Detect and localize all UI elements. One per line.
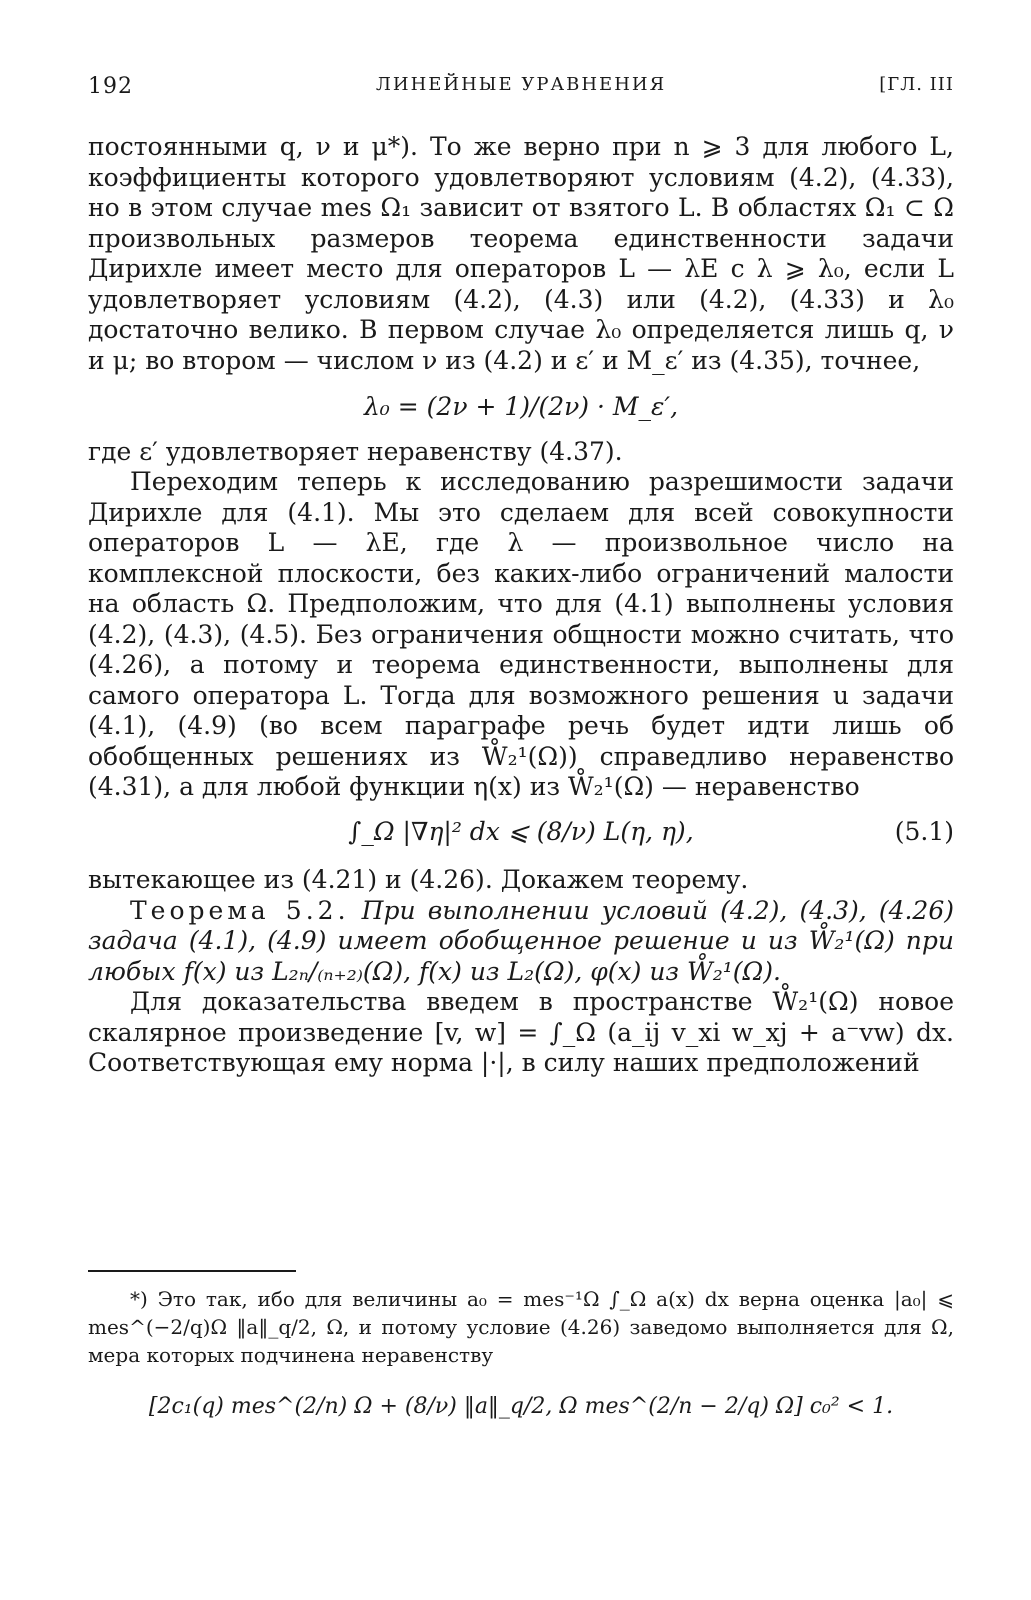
paragraph-follows: вытекающее из (4.21) и (4.26). Докажем теорему.: [88, 865, 749, 894]
footnote-formula: [2c₁(q) mes^(2/n) Ω + (8/ν) ‖a‖_q/2, Ω mes^(2/n − 2/q) Ω] c₀² < 1.: [148, 1394, 894, 1419]
theorem-5-2: [88, 896, 954, 988]
footnote-text: *) Это так, ибо для величины a₀ = mes⁻¹Ω ∫_Ω a(x) dx верна оценка |a₀| ⩽ mes^(−2/q)Ω ‖a‖_q/2, Ω, и потому условие (4.26) заведомо выполняется для Ω, мера которых подчинена неравенству: [88, 1287, 954, 1367]
footnote-divider: [88, 1270, 296, 1272]
chapter-reference: [ГЛ. III: [879, 74, 954, 95]
running-title: ЛИНЕЙНЫЕ УРАВНЕНИЯ: [375, 74, 667, 95]
equation-5-1-row: [88, 817, 954, 848]
page-number: 192: [88, 74, 133, 99]
main-text: [88, 132, 954, 1079]
paragraph-solvability: Переходим теперь к исследованию разрешимости задачи Дирихле для (4.1). Мы это сделаем для всей совокупности операторов L — λE, где λ — произвольное число на комплексной плоскости, без каких-либо ограничений малости на область Ω. Предположим, что для (4.1) выполнены условия (4.2), (4.3), (4.5). Без ограничения общности можно считать, что (4.26), а потому и теорема единственности, выполнены для самого оператора L. Тогда для возможного решения u задачи (4.1), (4.9) (во всем параграфе речь будет идти лишь об обобщенных решениях из W̊₂¹(Ω)) справедливо неравенство (4.31), а для любой функции η(x) из W̊₂¹(Ω) — неравенство: [88, 467, 954, 801]
paragraph-continuation: постоянными q, ν и μ*). То же верно при n ⩾ 3 для любого L, коэффициенты которого удовлетворяют условиям (4.2), (4.33), но в этом случае mes Ω₁ зависит от взятого L. В областях Ω₁ ⊂ Ω произвольных размеров теорема единственности задачи Дирихле имеет место для операторов L — λE с λ ⩾ λ₀, если L удовлетворяет условиям (4.2), (4.3) или (4.2), (4.33) и λ₀ достаточно велико. В первом случае λ₀ определяется лишь q, ν и μ; во втором — числом ν из (4.2) и ε′ и M_ε′ из (4.35), точнее,: [88, 132, 954, 375]
paragraph-epsilon: где ε′ удовлетворяет неравенству (4.37).: [88, 436, 623, 466]
equation-number: (5.1): [894, 816, 954, 846]
theorem-label: Теорема 5.2.: [130, 895, 350, 925]
equation-lambda0: λ₀ = (2ν + 1)/(2ν) · M_ε′,: [363, 392, 679, 421]
footnote: [88, 1285, 954, 1421]
theorem-statement: При выполнении условий (4.2), (4.3), (4.26) задача (4.1), (4.9) имеет обобщенное решение u из W̊₂¹(Ω) при любых f(x) из L₂ₙ/₍ₙ₊₂₎(Ω), f(x) из L₂(Ω), φ(x) из W̊₂¹(Ω).: [88, 895, 954, 986]
paragraph-proof: Для доказательства введем в пространстве W̊₂¹(Ω) новое скалярное произведение [v, w] = ∫_Ω (a_ij v_xi w_xj + a⁻vw) dx. Соответствующая ему норма |·|, в силу наших предположений: [88, 987, 954, 1077]
equation-5-1: ∫_Ω |∇η|² dx ⩽ (8/ν) L(η, η),: [348, 816, 694, 846]
